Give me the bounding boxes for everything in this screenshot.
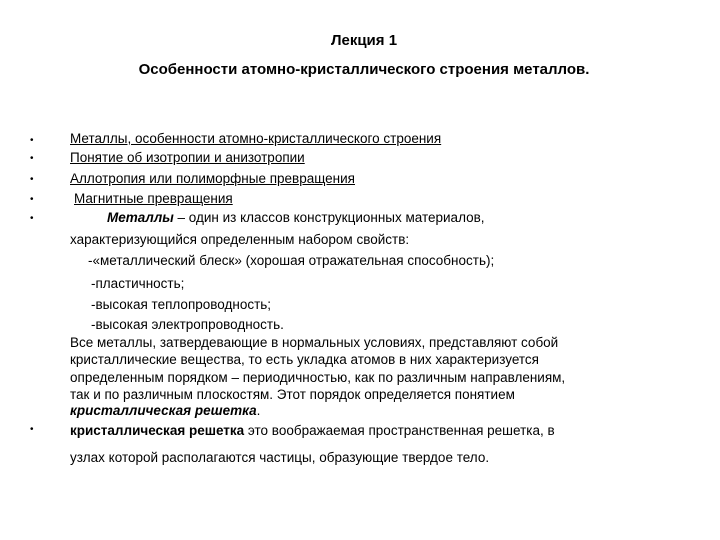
concept-line xyxy=(70,403,260,419)
lattice-definition-cont: узлах которой располагаются частицы, образующие твердое тело. xyxy=(70,450,490,465)
prop-electric: -высокая электропроводность. xyxy=(91,317,284,332)
bullet-1: • xyxy=(30,135,34,146)
lattice-definition xyxy=(70,423,555,439)
prop-thermal: -высокая теплопроводность; xyxy=(91,297,272,312)
lecture-title: Лекция 1 xyxy=(330,32,398,49)
paragraph-line-2: кристаллические вещества, то есть укладка атомов в них характеризуется xyxy=(70,352,539,367)
bullet-5: • xyxy=(30,213,34,224)
link-allotropy[interactable]: Аллотропия или полиморфные превращения xyxy=(70,171,355,186)
concept-term: кристаллическая решетка xyxy=(70,403,257,418)
paragraph-line-3: определенным порядком – периодичностью, как по различным направлениям, xyxy=(70,370,566,385)
bullet-4: • xyxy=(30,194,34,205)
prop-luster: -«металлический блеск» (хорошая отражательная способность); xyxy=(88,253,495,268)
bullet-6: • xyxy=(30,424,34,435)
metals-term: Металлы xyxy=(107,210,174,225)
link-metals-structure[interactable]: Металлы, особенности атомно-кристаллического строения xyxy=(70,131,442,146)
concept-end: . xyxy=(256,403,261,418)
metals-definition-text: – один из классов конструкционных материалов, xyxy=(173,210,485,225)
link-isotropy[interactable]: Понятие об изотропии и анизотропии xyxy=(70,150,305,165)
paragraph-line-4: так и по различным плоскостям. Этот порядок определяется понятием xyxy=(70,387,515,402)
link-magnetic[interactable]: Магнитные превращения xyxy=(74,191,233,206)
metals-definition-cont: характеризующийся определенным набором свойств: xyxy=(70,232,410,247)
bullet-2: • xyxy=(30,153,34,164)
bullet-3: • xyxy=(30,174,34,185)
metals-definition xyxy=(107,210,485,226)
prop-plasticity: -пластичность; xyxy=(91,276,185,291)
lecture-subtitle: Особенности атомно-кристаллического строения металлов. xyxy=(138,61,590,78)
paragraph-line-1: Все металлы, затвердевающие в нормальных условиях, представляют собой xyxy=(70,335,559,350)
lattice-term: кристаллическая решетка xyxy=(70,423,245,438)
lattice-definition-text: это воображаемая пространственная решетка, в xyxy=(244,423,555,438)
